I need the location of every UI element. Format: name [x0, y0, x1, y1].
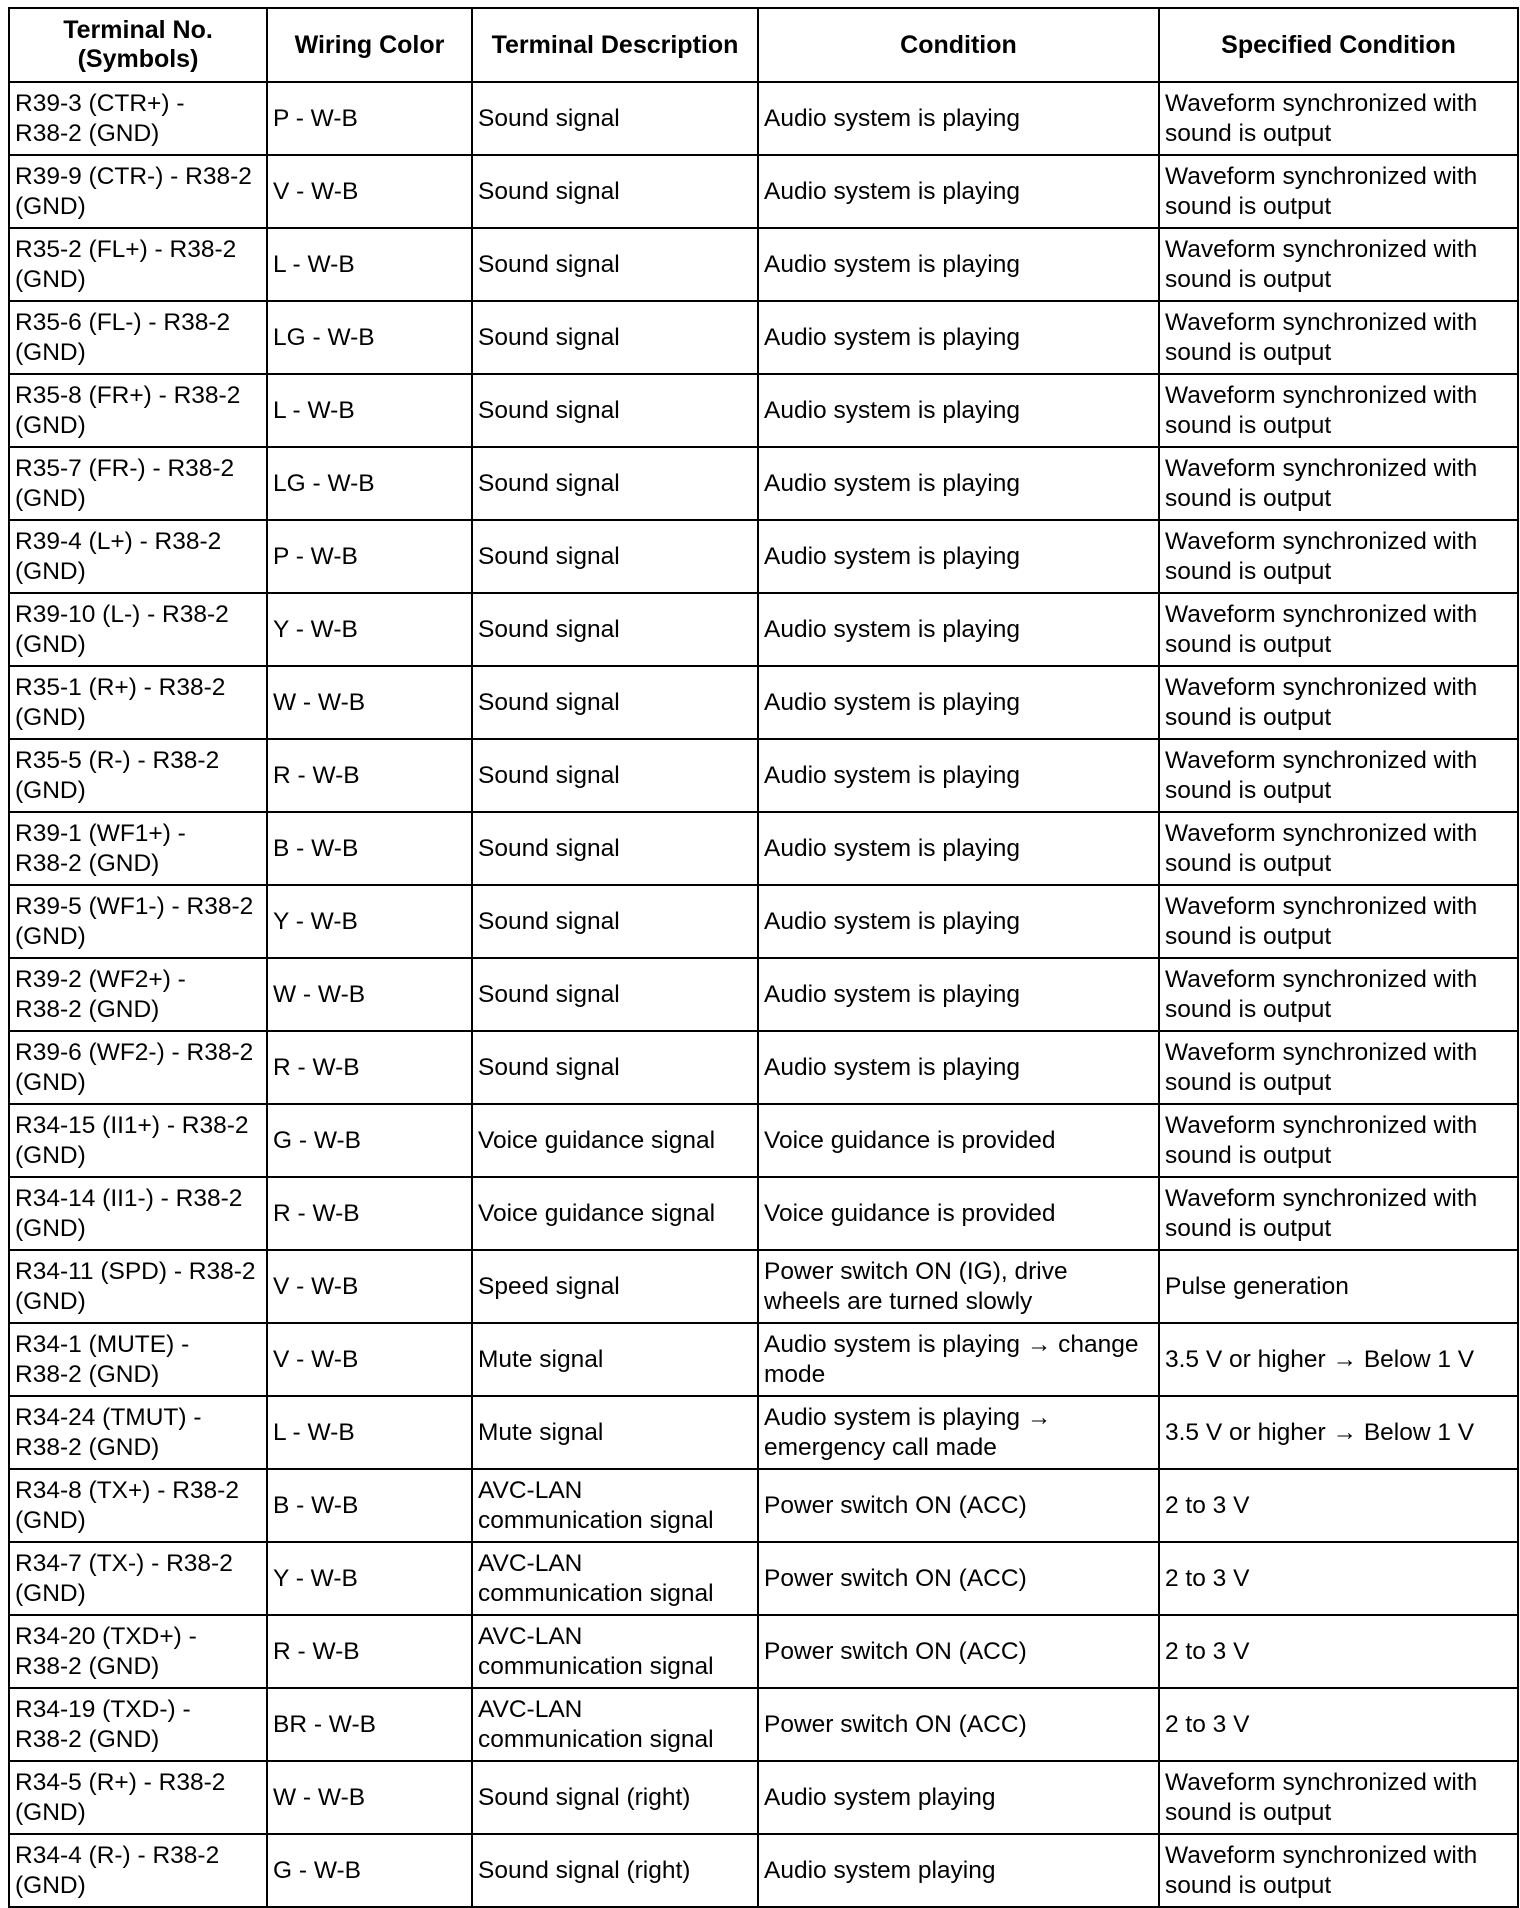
- cell-terminal-description: [472, 1834, 758, 1907]
- cell-condition: [758, 1834, 1159, 1907]
- cell-text: LG - W-B: [273, 323, 375, 351]
- cell-wiring-color: [267, 301, 472, 374]
- cell-text: R34-20 (TXD+) - R38-2 (GND): [15, 1622, 197, 1680]
- header-label: Condition: [900, 30, 1017, 59]
- table-row: [9, 1615, 1518, 1688]
- table-row: [9, 520, 1518, 593]
- cell-wiring-color: [267, 1469, 472, 1542]
- header-label: Specified Condition: [1221, 30, 1456, 59]
- cell-text: Waveform synchronized with sound is output: [1165, 1111, 1478, 1169]
- cell-specified-condition: [1159, 1834, 1518, 1907]
- cell-terminal-description: [472, 1615, 758, 1688]
- cell-condition: [758, 666, 1159, 739]
- cell-text: BR - W-B: [273, 1710, 376, 1738]
- cell-terminal-description: [472, 520, 758, 593]
- cell-specified-condition: [1159, 374, 1518, 447]
- cell-condition: [758, 1761, 1159, 1834]
- cell-text: Audio system is playing: [764, 907, 1021, 935]
- cell-terminal-description: [472, 1688, 758, 1761]
- cell-terminal-no: [9, 1542, 267, 1615]
- table-row: [9, 1542, 1518, 1615]
- cell-terminal-description: [472, 82, 758, 155]
- cell-terminal-no: [9, 520, 267, 593]
- cell-terminal-description: [472, 739, 758, 812]
- cell-condition: [758, 958, 1159, 1031]
- cell-text: G - W-B: [273, 1856, 362, 1884]
- cell-text: 2 to 3 V: [1165, 1637, 1250, 1665]
- cell-text: V - W-B: [273, 1345, 359, 1373]
- cell-specified-condition: [1159, 155, 1518, 228]
- cell-terminal-no: [9, 1396, 267, 1469]
- cell-text: Y - W-B: [273, 907, 358, 935]
- cell-text: LG - W-B: [273, 469, 375, 497]
- table-row: [9, 1688, 1518, 1761]
- table-row: [9, 155, 1518, 228]
- cell-text: Audio system is playing: [764, 396, 1021, 424]
- cell-specified-condition: [1159, 228, 1518, 301]
- cell-condition: [758, 1104, 1159, 1177]
- cell-terminal-no: [9, 958, 267, 1031]
- cell-terminal-no: [9, 593, 267, 666]
- cell-text: R34-24 (TMUT) - R38-2 (GND): [15, 1403, 202, 1461]
- cell-text: Audio system is playing: [764, 469, 1021, 497]
- cell-wiring-color: [267, 1104, 472, 1177]
- cell-wiring-color: [267, 1615, 472, 1688]
- cell-text: AVC-LAN communication signal: [478, 1622, 714, 1680]
- cell-text: R - W-B: [273, 1637, 360, 1665]
- cell-wiring-color: [267, 374, 472, 447]
- cell-terminal-no: [9, 228, 267, 301]
- cell-condition: [758, 593, 1159, 666]
- cell-text: W - W-B: [273, 1783, 366, 1811]
- cell-text: L - W-B: [273, 396, 355, 424]
- cell-text: Waveform synchronized with sound is output: [1165, 600, 1478, 658]
- cell-text: R34-15 (II1+) - R38-2 (GND): [15, 1111, 249, 1169]
- cell-text: Audio system is playing: [764, 323, 1021, 351]
- cell-text: Waveform synchronized with sound is output: [1165, 235, 1478, 293]
- header-condition: [758, 8, 1159, 82]
- header-terminal-no: [9, 8, 267, 82]
- cell-text: R35-1 (R+) - R38-2 (GND): [15, 673, 226, 731]
- cell-condition: [758, 1688, 1159, 1761]
- cell-text: Power switch ON (ACC): [764, 1564, 1027, 1592]
- cell-text: L - W-B: [273, 250, 355, 278]
- cell-specified-condition: [1159, 885, 1518, 958]
- cell-condition: [758, 1542, 1159, 1615]
- cell-text: Power switch ON (ACC): [764, 1491, 1027, 1519]
- cell-text: L - W-B: [273, 1418, 355, 1446]
- cell-text: Waveform synchronized with sound is output: [1165, 1768, 1478, 1826]
- cell-specified-condition: [1159, 447, 1518, 520]
- cell-specified-condition: [1159, 666, 1518, 739]
- cell-text: Waveform synchronized with sound is output: [1165, 965, 1478, 1023]
- cell-text: R34-11 (SPD) - R38-2 (GND): [15, 1257, 256, 1315]
- cell-terminal-description: [472, 1396, 758, 1469]
- cell-terminal-description: [472, 812, 758, 885]
- cell-text: R34-7 (TX-) - R38-2 (GND): [15, 1549, 233, 1607]
- cell-terminal-no: [9, 82, 267, 155]
- cell-text: R39-6 (WF2-) - R38-2 (GND): [15, 1038, 254, 1096]
- cell-text: AVC-LAN communication signal: [478, 1549, 714, 1607]
- cell-text: R39-5 (WF1-) - R38-2 (GND): [15, 892, 254, 950]
- cell-condition: [758, 1469, 1159, 1542]
- cell-text: Power switch ON (ACC): [764, 1710, 1027, 1738]
- cell-text: Voice guidance is provided: [764, 1126, 1056, 1154]
- cell-specified-condition: [1159, 593, 1518, 666]
- cell-condition: [758, 301, 1159, 374]
- table-row: [9, 958, 1518, 1031]
- header-row: [9, 8, 1518, 82]
- cell-text: Waveform synchronized with sound is output: [1165, 1841, 1478, 1899]
- cell-text: Audio system playing: [764, 1783, 996, 1811]
- cell-text: Speed signal: [478, 1272, 620, 1300]
- cell-text: Mute signal: [478, 1418, 604, 1446]
- cell-text: Audio system is playing: [764, 688, 1021, 716]
- cell-condition: [758, 155, 1159, 228]
- cell-terminal-description: [472, 1323, 758, 1396]
- table-row: [9, 447, 1518, 520]
- cell-text: R34-8 (TX+) - R38-2 (GND): [15, 1476, 239, 1534]
- terminal-table: [8, 7, 1519, 1908]
- cell-terminal-no: [9, 1761, 267, 1834]
- cell-wiring-color: [267, 155, 472, 228]
- cell-terminal-description: [472, 301, 758, 374]
- cell-text: Power switch ON (IG), drive wheels are turned slowly: [764, 1257, 1068, 1315]
- table-row: [9, 1104, 1518, 1177]
- cell-terminal-description: [472, 155, 758, 228]
- cell-terminal-description: [472, 1177, 758, 1250]
- cell-text: Waveform synchronized with sound is output: [1165, 819, 1478, 877]
- cell-text: Audio system is playing: [764, 761, 1021, 789]
- cell-terminal-no: [9, 1469, 267, 1542]
- cell-specified-condition: [1159, 958, 1518, 1031]
- cell-terminal-description: [472, 374, 758, 447]
- cell-condition: [758, 1396, 1159, 1469]
- cell-terminal-no: [9, 1250, 267, 1323]
- cell-terminal-no: [9, 1615, 267, 1688]
- cell-text: P - W-B: [273, 542, 358, 570]
- cell-specified-condition: [1159, 1396, 1518, 1469]
- cell-wiring-color: [267, 812, 472, 885]
- table-row: [9, 739, 1518, 812]
- cell-specified-condition: [1159, 1688, 1518, 1761]
- cell-text: Sound signal: [478, 834, 620, 862]
- cell-condition: [758, 1323, 1159, 1396]
- cell-specified-condition: [1159, 739, 1518, 812]
- table-row: [9, 301, 1518, 374]
- cell-text: R - W-B: [273, 1053, 360, 1081]
- cell-text: Waveform synchronized with sound is output: [1165, 454, 1478, 512]
- cell-text: Audio system is playing: [764, 1053, 1021, 1081]
- cell-specified-condition: [1159, 1104, 1518, 1177]
- cell-text: Mute signal: [478, 1345, 604, 1373]
- cell-terminal-no: [9, 1323, 267, 1396]
- cell-text: Y - W-B: [273, 1564, 358, 1592]
- cell-condition: [758, 885, 1159, 958]
- cell-specified-condition: [1159, 1761, 1518, 1834]
- cell-text: Sound signal: [478, 104, 620, 132]
- table-body: [9, 82, 1518, 1907]
- cell-wiring-color: [267, 593, 472, 666]
- cell-wiring-color: [267, 666, 472, 739]
- cell-text: R39-1 (WF1+) - R38-2 (GND): [15, 819, 186, 877]
- cell-text: R35-8 (FR+) - R38-2 (GND): [15, 381, 241, 439]
- cell-text: V - W-B: [273, 177, 359, 205]
- cell-specified-condition: [1159, 1469, 1518, 1542]
- cell-text: R35-6 (FL-) - R38-2 (GND): [15, 308, 231, 366]
- cell-text: R - W-B: [273, 1199, 360, 1227]
- cell-text: Pulse generation: [1165, 1272, 1349, 1300]
- cell-specified-condition: [1159, 1323, 1518, 1396]
- cell-text: Waveform synchronized with sound is output: [1165, 673, 1478, 731]
- cell-text: 2 to 3 V: [1165, 1710, 1250, 1738]
- cell-condition: [758, 520, 1159, 593]
- table-row: [9, 228, 1518, 301]
- cell-terminal-description: [472, 1469, 758, 1542]
- cell-text: Waveform synchronized with sound is output: [1165, 527, 1478, 585]
- cell-text: R39-4 (L+) - R38-2 (GND): [15, 527, 222, 585]
- cell-terminal-description: [472, 958, 758, 1031]
- cell-text: B - W-B: [273, 1491, 359, 1519]
- cell-terminal-description: [472, 228, 758, 301]
- cell-terminal-description: [472, 1104, 758, 1177]
- cell-terminal-no: [9, 1688, 267, 1761]
- table-row: [9, 1834, 1518, 1907]
- cell-condition: [758, 374, 1159, 447]
- cell-text: Waveform synchronized with sound is output: [1165, 308, 1478, 366]
- cell-text: Sound signal: [478, 250, 620, 278]
- header-label: Wiring Color: [294, 30, 445, 59]
- cell-wiring-color: [267, 447, 472, 520]
- cell-condition: [758, 739, 1159, 812]
- cell-terminal-description: [472, 885, 758, 958]
- cell-terminal-description: [472, 447, 758, 520]
- table-row: [9, 885, 1518, 958]
- cell-wiring-color: [267, 1250, 472, 1323]
- cell-terminal-no: [9, 885, 267, 958]
- table-row: [9, 1031, 1518, 1104]
- cell-text: Power switch ON (ACC): [764, 1637, 1027, 1665]
- cell-terminal-no: [9, 374, 267, 447]
- cell-text: Sound signal: [478, 396, 620, 424]
- cell-text: Sound signal (right): [478, 1783, 691, 1811]
- table-row: [9, 1396, 1518, 1469]
- cell-text: Voice guidance is provided: [764, 1199, 1056, 1227]
- cell-text: Sound signal: [478, 469, 620, 497]
- cell-text: Audio system is playing → emergency call made: [764, 1403, 1052, 1461]
- cell-text: Y - W-B: [273, 615, 358, 643]
- cell-condition: [758, 447, 1159, 520]
- cell-specified-condition: [1159, 812, 1518, 885]
- cell-specified-condition: [1159, 1542, 1518, 1615]
- cell-text: Waveform synchronized with sound is output: [1165, 892, 1478, 950]
- cell-terminal-no: [9, 1834, 267, 1907]
- cell-terminal-description: [472, 1031, 758, 1104]
- cell-text: R34-19 (TXD-) - R38-2 (GND): [15, 1695, 191, 1753]
- cell-text: R34-1 (MUTE) - R38-2 (GND): [15, 1330, 190, 1388]
- cell-text: Audio system is playing: [764, 177, 1021, 205]
- table-row: [9, 82, 1518, 155]
- cell-text: G - W-B: [273, 1126, 362, 1154]
- cell-terminal-no: [9, 739, 267, 812]
- cell-text: Sound signal: [478, 980, 620, 1008]
- cell-text: Waveform synchronized with sound is output: [1165, 1038, 1478, 1096]
- cell-text: R39-3 (CTR+) - R38-2 (GND): [15, 89, 185, 147]
- cell-terminal-description: [472, 1542, 758, 1615]
- cell-text: Sound signal: [478, 907, 620, 935]
- cell-condition: [758, 228, 1159, 301]
- cell-condition: [758, 82, 1159, 155]
- cell-text: Sound signal (right): [478, 1856, 691, 1884]
- cell-text: AVC-LAN communication signal: [478, 1695, 714, 1753]
- cell-terminal-no: [9, 1177, 267, 1250]
- table-row: [9, 374, 1518, 447]
- cell-wiring-color: [267, 1761, 472, 1834]
- cell-text: Waveform synchronized with sound is output: [1165, 1184, 1478, 1242]
- cell-wiring-color: [267, 1177, 472, 1250]
- cell-terminal-no: [9, 666, 267, 739]
- cell-text: Audio system is playing: [764, 834, 1021, 862]
- cell-text: R34-14 (II1-) - R38-2 (GND): [15, 1184, 243, 1242]
- cell-condition: [758, 1615, 1159, 1688]
- cell-condition: [758, 1250, 1159, 1323]
- cell-text: R39-9 (CTR-) - R38-2 (GND): [15, 162, 252, 220]
- cell-wiring-color: [267, 520, 472, 593]
- cell-text: Waveform synchronized with sound is output: [1165, 746, 1478, 804]
- cell-text: Voice guidance signal: [478, 1126, 716, 1154]
- cell-condition: [758, 812, 1159, 885]
- cell-terminal-no: [9, 447, 267, 520]
- header-label: Terminal Description: [491, 30, 739, 59]
- cell-text: R34-4 (R-) - R38-2 (GND): [15, 1841, 220, 1899]
- cell-terminal-description: [472, 1761, 758, 1834]
- cell-wiring-color: [267, 885, 472, 958]
- cell-text: Audio system is playing: [764, 980, 1021, 1008]
- cell-text: P - W-B: [273, 104, 358, 132]
- header-label: Terminal No. (Symbols): [63, 16, 213, 73]
- cell-text: Sound signal: [478, 688, 620, 716]
- table-row: [9, 666, 1518, 739]
- cell-terminal-no: [9, 155, 267, 228]
- cell-specified-condition: [1159, 1031, 1518, 1104]
- cell-text: Waveform synchronized with sound is output: [1165, 381, 1478, 439]
- cell-condition: [758, 1177, 1159, 1250]
- cell-text: AVC-LAN communication signal: [478, 1476, 714, 1534]
- cell-terminal-no: [9, 1104, 267, 1177]
- cell-text: Sound signal: [478, 1053, 620, 1081]
- cell-text: R39-2 (WF2+) - R38-2 (GND): [15, 965, 186, 1023]
- cell-text: Waveform synchronized with sound is output: [1165, 162, 1478, 220]
- cell-wiring-color: [267, 739, 472, 812]
- table-row: [9, 593, 1518, 666]
- cell-text: R35-7 (FR-) - R38-2 (GND): [15, 454, 235, 512]
- table-row: [9, 1323, 1518, 1396]
- cell-text: Sound signal: [478, 761, 620, 789]
- cell-wiring-color: [267, 958, 472, 1031]
- cell-terminal-description: [472, 1250, 758, 1323]
- cell-wiring-color: [267, 1834, 472, 1907]
- cell-text: R34-5 (R+) - R38-2 (GND): [15, 1768, 226, 1826]
- table-row: [9, 1177, 1518, 1250]
- cell-specified-condition: [1159, 82, 1518, 155]
- cell-specified-condition: [1159, 520, 1518, 593]
- cell-text: Sound signal: [478, 542, 620, 570]
- cell-text: Sound signal: [478, 323, 620, 351]
- table-row: [9, 1469, 1518, 1542]
- cell-text: W - W-B: [273, 688, 366, 716]
- cell-text: Audio system is playing: [764, 542, 1021, 570]
- cell-text: Audio system is playing → change mode: [764, 1330, 1139, 1388]
- cell-wiring-color: [267, 1542, 472, 1615]
- cell-wiring-color: [267, 82, 472, 155]
- cell-wiring-color: [267, 1396, 472, 1469]
- cell-specified-condition: [1159, 301, 1518, 374]
- cell-text: Audio system is playing: [764, 250, 1021, 278]
- cell-terminal-description: [472, 593, 758, 666]
- cell-text: V - W-B: [273, 1272, 359, 1300]
- cell-wiring-color: [267, 1031, 472, 1104]
- cell-wiring-color: [267, 228, 472, 301]
- cell-terminal-no: [9, 1031, 267, 1104]
- cell-terminal-description: [472, 666, 758, 739]
- cell-terminal-no: [9, 812, 267, 885]
- header-specified-condition: [1159, 8, 1518, 82]
- cell-text: 3.5 V or higher → Below 1 V: [1165, 1345, 1475, 1373]
- cell-text: R35-2 (FL+) - R38-2 (GND): [15, 235, 237, 293]
- cell-text: Audio system is playing: [764, 104, 1021, 132]
- table-row: [9, 1761, 1518, 1834]
- cell-text: Waveform synchronized with sound is output: [1165, 89, 1478, 147]
- cell-text: R - W-B: [273, 761, 360, 789]
- table-row: [9, 812, 1518, 885]
- cell-condition: [758, 1031, 1159, 1104]
- header-wiring-color: [267, 8, 472, 82]
- cell-specified-condition: [1159, 1177, 1518, 1250]
- cell-text: 2 to 3 V: [1165, 1491, 1250, 1519]
- cell-text: R35-5 (R-) - R38-2 (GND): [15, 746, 220, 804]
- cell-specified-condition: [1159, 1250, 1518, 1323]
- cell-text: Audio system playing: [764, 1856, 996, 1884]
- cell-text: B - W-B: [273, 834, 359, 862]
- cell-terminal-no: [9, 301, 267, 374]
- cell-text: 2 to 3 V: [1165, 1564, 1250, 1592]
- cell-specified-condition: [1159, 1615, 1518, 1688]
- cell-wiring-color: [267, 1688, 472, 1761]
- cell-text: Sound signal: [478, 177, 620, 205]
- header-terminal-description: [472, 8, 758, 82]
- cell-text: Sound signal: [478, 615, 620, 643]
- cell-wiring-color: [267, 1323, 472, 1396]
- cell-text: Voice guidance signal: [478, 1199, 716, 1227]
- cell-text: R39-10 (L-) - R38-2 (GND): [15, 600, 229, 658]
- cell-text: Audio system is playing: [764, 615, 1021, 643]
- cell-text: W - W-B: [273, 980, 366, 1008]
- cell-text: 3.5 V or higher → Below 1 V: [1165, 1418, 1475, 1446]
- table-row: [9, 1250, 1518, 1323]
